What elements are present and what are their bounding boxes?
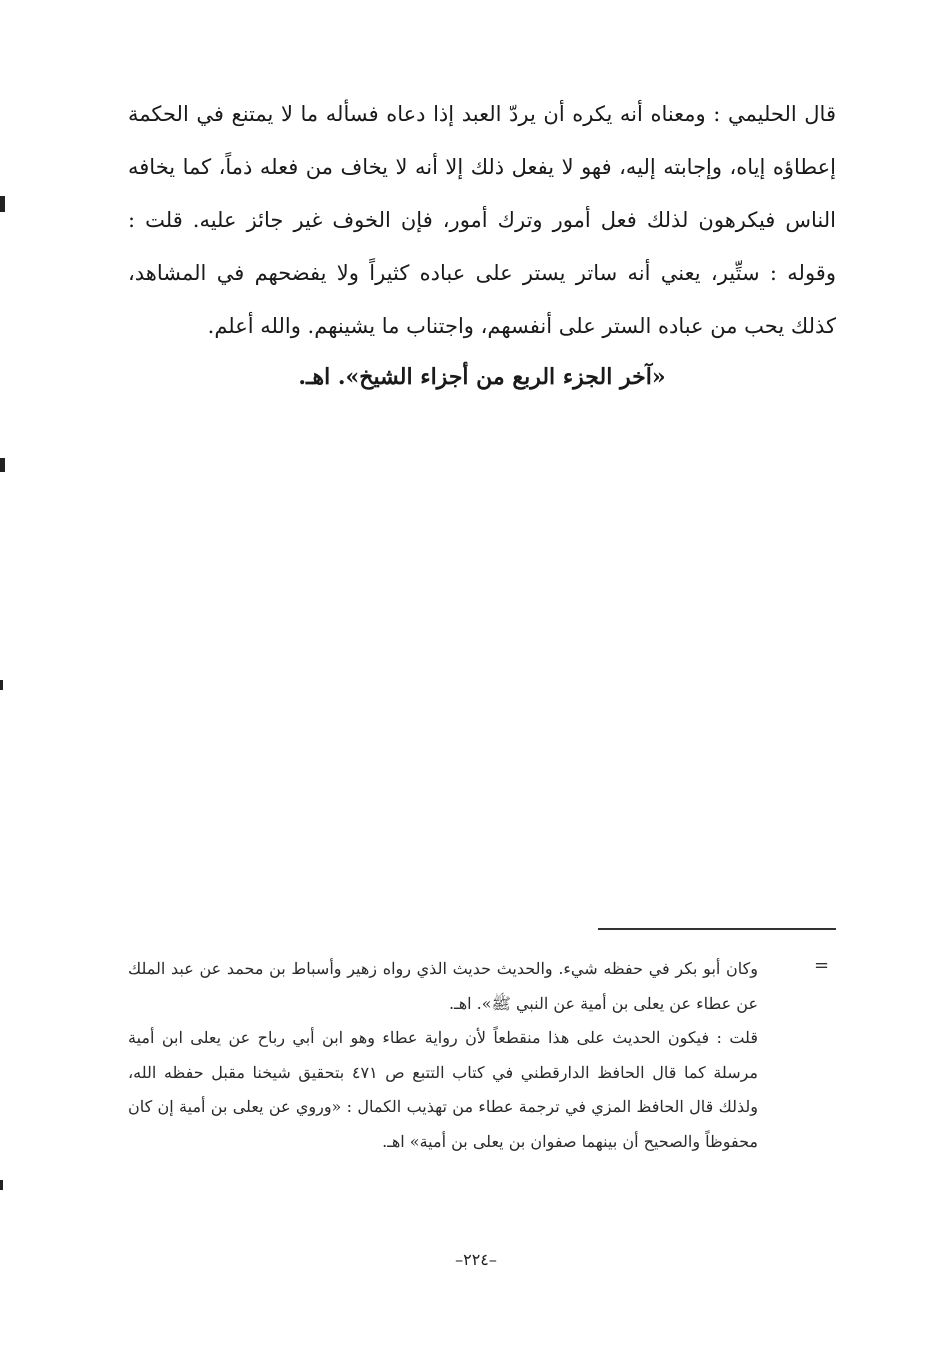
footnote-continuation-mark: = [814,955,830,976]
main-text [128,88,836,353]
scan-edge-mark [0,1180,3,1190]
main-paragraph: قال الحليمي : ومعناه أنه يكره أن يردّ العبد إذا دعاه فسأله ما لا يمتنع في الحكمة إعطاؤه إياه، وإجابته إليه، فهو لا يفعل ذلك إلا أنه لا يخاف من فعله ذماً، كما يخافه الناس فيكرهون لذلك فعل أمور وترك أمور، فإن الخوف غير جائز عليه. قلت : وقوله : ستِّير، يعني أنه ساتر يستر على عباده كثيراً ولا يفضحهم في المشاهد، كذلك يحب من عباده الستر على أنفسهم، واجتناب ما يشينهم. والله أعلم. [128,102,836,338]
scan-edge-mark [0,680,3,690]
page-number: –٢٢٤– [455,1250,497,1269]
footnote-paragraph: وكان أبو بكر في حفظه شيء. والحديث حديث الذي رواه زهير وأسباط بن محمد عن عبد الملك عن عطاء عن يعلى بن أمية عن النبي ﷺ». اهـ. [128,959,758,1013]
footnote [128,952,758,1159]
footnote-paragraph: قلت : فيكون الحديث على هذا منقطعاً لأن رواية عطاء وهو ابن أبي رباح عن يعلى ابن أمية مرسلة كما قال الحافظ الدارقطني في كتاب التتبع ص ٤٧١ بتحقيق شيخنا مقبل حفظه الله، ولذلك قال الحافظ المزي في ترجمة عطاء من تهذيب الكمال : «وروي عن يعلى بن أمية إن كان محفوظاً والصحيح أن بينهما صفوان بن يعلى بن أمية» اهـ. [128,1028,759,1151]
scan-edge-mark [0,458,5,472]
scan-edge-mark [0,196,5,212]
footnote-separator [598,928,836,930]
closing-line: «آخر الجزء الربع من أجزاء الشيخ». اهـ. [298,364,666,390]
